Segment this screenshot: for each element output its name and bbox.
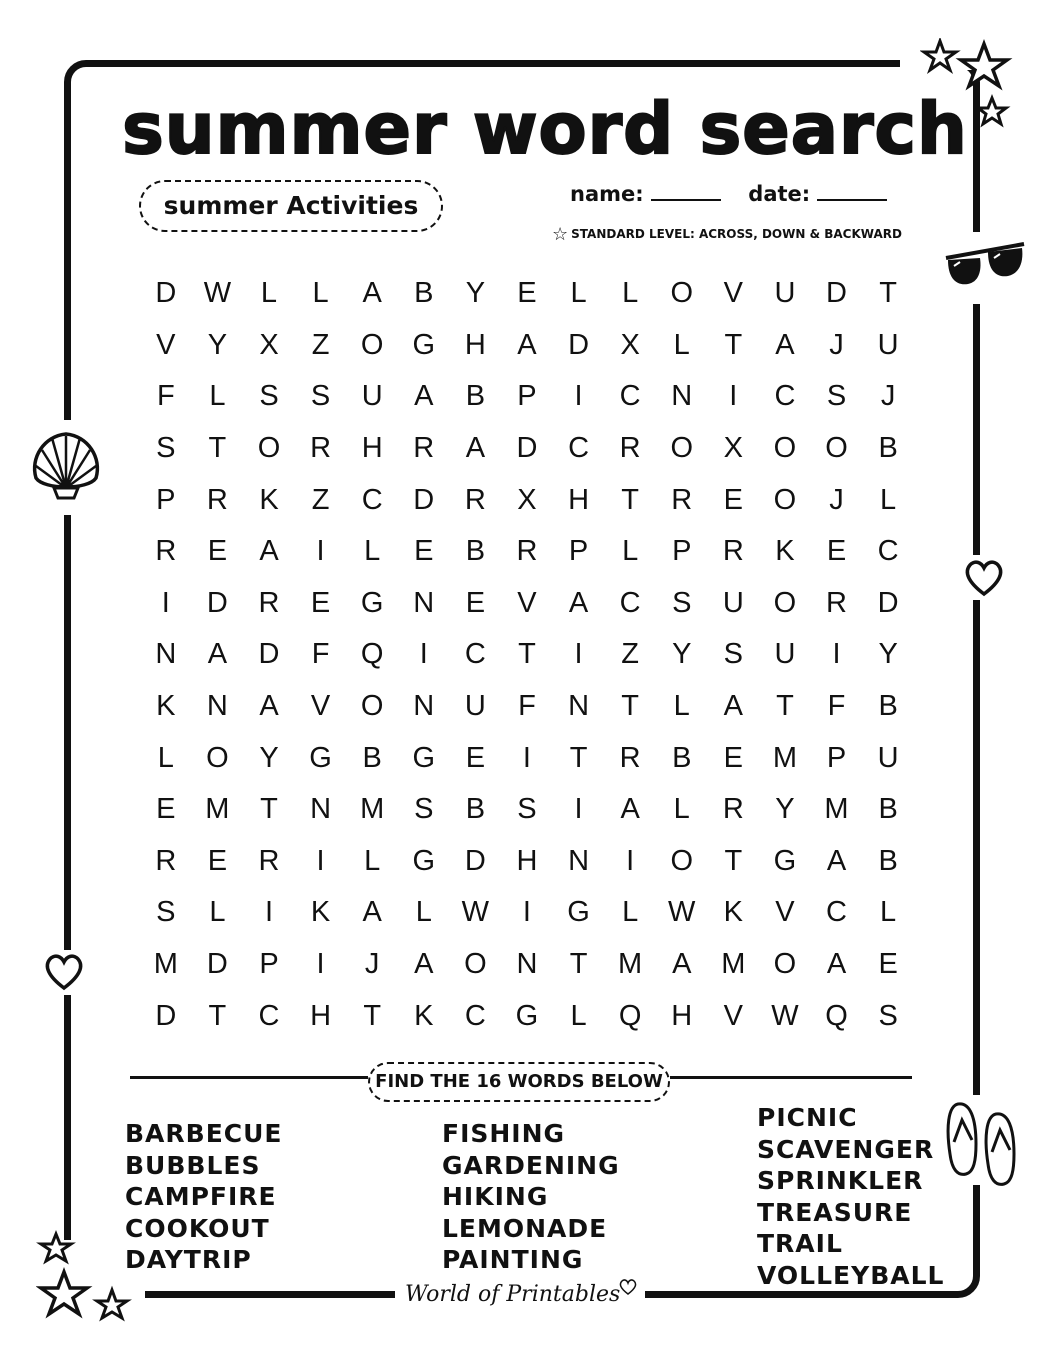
- grid-letter[interactable]: N: [671, 380, 693, 413]
- level-text: STANDARD LEVEL: ACROSS, DOWN & BACKWARD: [571, 227, 902, 241]
- grid-letter[interactable]: B: [878, 793, 898, 826]
- grid-letter[interactable]: I: [264, 896, 274, 929]
- word-list-column-3: [757, 1102, 944, 1291]
- grid-letter[interactable]: N: [516, 948, 538, 981]
- grid-letter[interactable]: C: [877, 535, 899, 568]
- heart-icon: [962, 558, 1006, 598]
- grid-letter[interactable]: L: [880, 896, 897, 929]
- grid-letter[interactable]: Y: [207, 328, 228, 361]
- grid-letter[interactable]: Q: [825, 999, 848, 1032]
- grid-letter[interactable]: H: [568, 483, 590, 516]
- grid-letter[interactable]: G: [412, 741, 436, 774]
- grid-letter[interactable]: M: [618, 948, 643, 981]
- grid-letter[interactable]: R: [464, 483, 486, 516]
- grid-letter[interactable]: S: [517, 793, 537, 826]
- grid-row: [140, 526, 914, 578]
- grid-letter[interactable]: A: [672, 948, 692, 981]
- grid-letter[interactable]: A: [362, 896, 382, 929]
- flip-flops-icon: [944, 1098, 1026, 1190]
- grid-letter[interactable]: D: [826, 277, 847, 310]
- grid-letter[interactable]: E: [207, 844, 228, 877]
- grid-letter[interactable]: T: [518, 638, 536, 671]
- grid-letter[interactable]: R: [258, 586, 280, 619]
- grid-letter[interactable]: N: [413, 586, 435, 619]
- grid-letter[interactable]: L: [570, 277, 587, 310]
- grid-letter[interactable]: G: [360, 586, 384, 619]
- grid-letter[interactable]: S: [310, 380, 331, 413]
- grid-letter[interactable]: G: [515, 999, 539, 1032]
- grid-letter[interactable]: E: [465, 586, 486, 619]
- grid-letter[interactable]: J: [364, 948, 380, 981]
- grid-letter[interactable]: E: [517, 277, 537, 310]
- grid-letter[interactable]: S: [723, 638, 743, 671]
- grid-letter[interactable]: G: [773, 844, 797, 877]
- word-item: TRAIL: [757, 1229, 843, 1258]
- grid-letter[interactable]: C: [619, 586, 641, 619]
- grid-letter[interactable]: A: [207, 638, 228, 671]
- grid-letter[interactable]: U: [877, 741, 899, 774]
- grid-letter[interactable]: R: [413, 432, 435, 465]
- category-badge: summer Activities: [139, 180, 443, 232]
- sunglasses-icon: [942, 238, 1028, 292]
- grid-letter[interactable]: E: [826, 535, 847, 568]
- word-item: BARBECUE: [125, 1119, 283, 1148]
- difficulty-level: [552, 224, 902, 245]
- grid-letter[interactable]: N: [155, 638, 177, 671]
- grid-letter[interactable]: L: [364, 844, 381, 877]
- grid-letter[interactable]: E: [310, 586, 331, 619]
- grid-letter[interactable]: E: [878, 948, 898, 981]
- grid-letter[interactable]: C: [568, 432, 590, 465]
- grid-letter[interactable]: H: [464, 328, 486, 361]
- grid-letter[interactable]: P: [672, 535, 692, 568]
- grid-row: [140, 887, 914, 939]
- grid-letter[interactable]: L: [260, 277, 278, 310]
- grid-letter[interactable]: P: [259, 948, 279, 981]
- grid-letter[interactable]: T: [879, 277, 897, 310]
- grid-letter[interactable]: F: [311, 638, 330, 671]
- grid-letter[interactable]: P: [568, 535, 589, 568]
- grid-letter[interactable]: B: [414, 277, 434, 310]
- grid-letter[interactable]: Z: [311, 483, 330, 516]
- word-item: SCAVENGER: [757, 1134, 935, 1164]
- word-list-column-1: [125, 1118, 283, 1276]
- grid-letter[interactable]: E: [465, 741, 486, 774]
- grid-letter[interactable]: W: [461, 896, 490, 929]
- word-item: GARDENING: [442, 1150, 620, 1180]
- grid-letter[interactable]: R: [310, 432, 332, 465]
- grid-letter[interactable]: O: [773, 948, 797, 981]
- grid-letter[interactable]: O: [670, 844, 694, 877]
- grid-letter[interactable]: F: [156, 380, 175, 413]
- grid-row: [140, 320, 914, 372]
- grid-letter[interactable]: S: [878, 999, 898, 1032]
- grid-row: [140, 629, 914, 681]
- grid-letter[interactable]: L: [622, 535, 639, 568]
- grid-letter[interactable]: S: [672, 586, 692, 619]
- grid-letter[interactable]: I: [161, 586, 170, 619]
- grid-letter[interactable]: I: [574, 380, 583, 413]
- page-title: summer word search: [122, 88, 968, 170]
- seashell-icon: [28, 428, 104, 504]
- grid-letter[interactable]: M: [824, 793, 849, 826]
- grid-letter[interactable]: S: [414, 793, 434, 826]
- heart-icon: [42, 952, 86, 992]
- grid-letter[interactable]: Y: [672, 638, 692, 671]
- grid-letter[interactable]: N: [568, 690, 590, 723]
- grid-letter[interactable]: A: [259, 690, 279, 723]
- grid-letter[interactable]: N: [413, 690, 435, 723]
- grid-letter[interactable]: B: [465, 535, 486, 568]
- grid-letter[interactable]: D: [516, 432, 538, 465]
- grid-letter[interactable]: U: [361, 380, 383, 413]
- grid-letter[interactable]: J: [880, 380, 896, 413]
- grid-letter[interactable]: D: [877, 586, 899, 619]
- grid-letter[interactable]: D: [206, 948, 228, 981]
- grid-letter[interactable]: T: [208, 999, 227, 1032]
- grid-letter[interactable]: O: [360, 328, 384, 361]
- grid-letter[interactable]: I: [419, 638, 428, 671]
- grid-letter[interactable]: L: [364, 535, 381, 568]
- star-icon: ☆: [552, 224, 569, 245]
- grid-letter[interactable]: L: [622, 896, 639, 929]
- grid-letter[interactable]: I: [316, 535, 325, 568]
- grid-letter[interactable]: P: [156, 483, 176, 516]
- word-item: BUBBLES: [125, 1150, 261, 1180]
- grid-letter[interactable]: O: [773, 483, 797, 516]
- grid-letter[interactable]: C: [619, 380, 641, 413]
- grid-letter[interactable]: L: [673, 793, 690, 826]
- grid-letter[interactable]: F: [518, 690, 536, 723]
- grid-letter[interactable]: K: [156, 690, 176, 723]
- grid-letter[interactable]: X: [723, 432, 743, 465]
- grid-letter[interactable]: X: [259, 328, 279, 361]
- grid-letter[interactable]: R: [258, 844, 280, 877]
- grid-letter[interactable]: L: [157, 741, 174, 774]
- star-icon: [920, 38, 1015, 133]
- grid-letter[interactable]: L: [673, 690, 690, 723]
- grid-letter[interactable]: V: [723, 999, 743, 1032]
- grid-letter[interactable]: I: [522, 896, 531, 929]
- grid-row: [140, 474, 914, 526]
- grid-letter[interactable]: C: [464, 638, 486, 671]
- word-item: COOKOUT: [125, 1213, 270, 1243]
- word-item: SPRINKLER: [757, 1166, 924, 1195]
- grid-letter[interactable]: T: [724, 328, 743, 361]
- word-item: PICNIC: [757, 1103, 858, 1132]
- grid-letter[interactable]: W: [771, 999, 799, 1032]
- grid-letter[interactable]: F: [827, 690, 846, 723]
- grid-row: [140, 784, 914, 836]
- grid-letter[interactable]: U: [774, 638, 796, 671]
- grid-letter[interactable]: I: [316, 948, 325, 981]
- grid-letter[interactable]: H: [516, 844, 538, 877]
- grid-letter[interactable]: T: [569, 741, 588, 774]
- grid-letter[interactable]: P: [517, 380, 537, 413]
- grid-letter[interactable]: K: [414, 999, 434, 1032]
- grid-letter[interactable]: O: [360, 690, 384, 723]
- grid-letter[interactable]: A: [775, 328, 795, 361]
- grid-letter[interactable]: V: [775, 896, 795, 929]
- grid-letter[interactable]: M: [721, 948, 746, 981]
- grid-letter[interactable]: O: [773, 586, 797, 619]
- grid-letter[interactable]: A: [465, 432, 486, 465]
- grid-letter[interactable]: N: [310, 793, 332, 826]
- grid-letter[interactable]: O: [825, 432, 848, 465]
- brand-logo: World of Printables: [405, 1282, 621, 1307]
- date-label: date:: [748, 182, 811, 206]
- grid-letter[interactable]: A: [568, 586, 589, 619]
- grid-letter[interactable]: G: [412, 328, 436, 361]
- word-item: HIKING: [442, 1182, 549, 1211]
- grid-letter[interactable]: L: [880, 483, 897, 516]
- word-list-column-2: [442, 1118, 620, 1276]
- grid-letter[interactable]: A: [517, 328, 537, 361]
- grid-letter[interactable]: G: [309, 741, 332, 774]
- name-date-fields: [570, 182, 907, 206]
- find-words-label: FIND THE 16 WORDS BELOW: [368, 1062, 670, 1102]
- star-icon: [36, 1228, 136, 1328]
- word-item: DAYTRIP: [125, 1245, 252, 1274]
- grid-letter[interactable]: O: [257, 432, 281, 465]
- grid-row: [140, 423, 914, 475]
- grid-letter[interactable]: W: [203, 277, 232, 310]
- grid-letter[interactable]: T: [363, 999, 382, 1032]
- letter-grid: [140, 268, 914, 1042]
- grid-letter[interactable]: C: [361, 483, 383, 516]
- grid-letter[interactable]: L: [209, 380, 226, 413]
- grid-letter[interactable]: C: [464, 999, 486, 1032]
- grid-letter[interactable]: D: [206, 586, 228, 619]
- grid-letter[interactable]: R: [619, 432, 641, 465]
- grid-row: [140, 939, 914, 991]
- grid-letter[interactable]: O: [206, 741, 229, 774]
- grid-letter[interactable]: M: [772, 741, 797, 774]
- grid-letter[interactable]: E: [723, 741, 743, 774]
- grid-letter[interactable]: R: [206, 483, 228, 516]
- grid-letter[interactable]: Y: [259, 741, 279, 774]
- grid-letter[interactable]: A: [826, 948, 847, 981]
- grid-letter[interactable]: A: [414, 948, 434, 981]
- grid-row: [140, 268, 914, 320]
- name-label: name:: [570, 182, 644, 206]
- word-item: PAINTING: [442, 1245, 584, 1274]
- grid-letter[interactable]: E: [156, 793, 176, 826]
- grid-letter[interactable]: U: [877, 328, 899, 361]
- grid-letter[interactable]: L: [312, 277, 329, 310]
- date-blank[interactable]: [817, 185, 887, 201]
- grid-letter[interactable]: L: [622, 277, 639, 310]
- grid-letter[interactable]: I: [316, 844, 325, 877]
- grid-letter[interactable]: I: [574, 638, 583, 671]
- grid-letter[interactable]: I: [574, 793, 583, 826]
- grid-letter[interactable]: T: [260, 793, 278, 826]
- grid-letter[interactable]: L: [570, 999, 587, 1032]
- grid-letter[interactable]: A: [826, 844, 847, 877]
- grid-letter[interactable]: U: [774, 277, 796, 310]
- grid-letter[interactable]: A: [723, 690, 743, 723]
- grid-letter[interactable]: A: [362, 277, 382, 310]
- grid-letter[interactable]: T: [621, 690, 639, 723]
- grid-letter[interactable]: S: [826, 380, 847, 413]
- word-item: CAMPFIRE: [125, 1182, 277, 1211]
- grid-letter[interactable]: O: [670, 277, 694, 310]
- grid-letter[interactable]: I: [832, 638, 841, 671]
- grid-letter[interactable]: A: [414, 380, 434, 413]
- grid-letter[interactable]: R: [722, 793, 744, 826]
- grid-row: [140, 681, 914, 733]
- grid-letter[interactable]: R: [722, 535, 744, 568]
- grid-letter[interactable]: T: [569, 948, 588, 981]
- grid-letter[interactable]: K: [310, 896, 331, 929]
- grid-letter[interactable]: T: [724, 844, 743, 877]
- grid-letter[interactable]: I: [626, 844, 635, 877]
- grid-letter[interactable]: T: [621, 483, 639, 516]
- grid-letter[interactable]: R: [671, 483, 693, 516]
- grid-letter[interactable]: L: [673, 328, 690, 361]
- grid-letter[interactable]: Q: [618, 999, 642, 1032]
- grid-letter[interactable]: V: [723, 277, 743, 310]
- grid-letter[interactable]: Z: [621, 638, 639, 671]
- grid-letter[interactable]: L: [415, 896, 432, 929]
- grid-letter[interactable]: K: [775, 535, 795, 568]
- grid-letter[interactable]: M: [360, 793, 385, 826]
- grid-letter[interactable]: Z: [311, 328, 330, 361]
- grid-letter[interactable]: B: [672, 741, 692, 774]
- grid-letter[interactable]: P: [826, 741, 847, 774]
- grid-letter[interactable]: H: [671, 999, 693, 1032]
- grid-letter[interactable]: R: [826, 586, 847, 619]
- grid-letter[interactable]: S: [156, 896, 176, 929]
- grid-letter[interactable]: A: [259, 535, 279, 568]
- grid-letter[interactable]: A: [620, 793, 640, 826]
- grid-letter[interactable]: C: [774, 380, 796, 413]
- grid-letter[interactable]: G: [412, 844, 436, 877]
- grid-letter[interactable]: V: [156, 328, 176, 361]
- grid-letter[interactable]: R: [516, 535, 538, 568]
- grid-row: [140, 578, 914, 630]
- grid-letter[interactable]: N: [568, 844, 590, 877]
- grid-letter[interactable]: J: [829, 328, 844, 361]
- grid-letter[interactable]: C: [826, 896, 847, 929]
- grid-letter[interactable]: W: [668, 896, 696, 929]
- grid-letter[interactable]: C: [258, 999, 280, 1032]
- grid-letter[interactable]: E: [207, 535, 228, 568]
- grid-letter[interactable]: R: [155, 844, 177, 877]
- word-item: TREASURE: [757, 1197, 913, 1227]
- grid-letter[interactable]: B: [362, 741, 382, 774]
- grid-letter[interactable]: K: [259, 483, 279, 516]
- grid-letter[interactable]: Y: [775, 793, 795, 826]
- grid-letter[interactable]: D: [464, 844, 486, 877]
- grid-letter[interactable]: T: [776, 690, 794, 723]
- grid-letter[interactable]: H: [361, 432, 383, 465]
- grid-letter[interactable]: D: [258, 638, 280, 671]
- grid-letter[interactable]: B: [878, 844, 898, 877]
- grid-row: [140, 732, 914, 784]
- grid-letter[interactable]: D: [413, 483, 435, 516]
- name-blank[interactable]: [651, 185, 721, 201]
- grid-letter[interactable]: X: [620, 328, 640, 361]
- grid-letter[interactable]: V: [517, 586, 537, 619]
- grid-letter[interactable]: I: [522, 741, 531, 774]
- grid-letter[interactable]: L: [209, 896, 226, 929]
- word-item: LEMONADE: [442, 1213, 608, 1243]
- grid-letter[interactable]: N: [206, 690, 228, 723]
- grid-letter[interactable]: O: [670, 432, 694, 465]
- grid-letter[interactable]: E: [414, 535, 434, 568]
- word-item: VOLLEYBALL: [757, 1260, 945, 1290]
- grid-letter[interactable]: J: [829, 483, 844, 516]
- grid-letter[interactable]: U: [464, 690, 486, 723]
- grid-letter[interactable]: M: [205, 793, 230, 826]
- grid-letter[interactable]: Y: [878, 638, 898, 671]
- grid-letter[interactable]: I: [729, 380, 738, 413]
- grid-letter[interactable]: D: [568, 328, 590, 361]
- grid-letter[interactable]: R: [155, 535, 177, 568]
- heart-icon: [618, 1278, 638, 1296]
- grid-letter[interactable]: G: [567, 896, 590, 929]
- grid-letter[interactable]: S: [156, 432, 176, 465]
- grid-letter[interactable]: K: [723, 896, 743, 929]
- grid-letter[interactable]: V: [310, 690, 331, 723]
- grid-letter[interactable]: S: [259, 380, 279, 413]
- grid-row: [140, 371, 914, 423]
- grid-letter[interactable]: X: [517, 483, 537, 516]
- grid-row: [140, 990, 914, 1042]
- grid-letter[interactable]: R: [619, 741, 641, 774]
- grid-letter[interactable]: T: [208, 432, 227, 465]
- grid-letter[interactable]: D: [155, 277, 177, 310]
- grid-letter[interactable]: H: [310, 999, 332, 1032]
- divider-line: [670, 1076, 912, 1079]
- grid-letter[interactable]: B: [878, 690, 898, 723]
- grid-row: [140, 836, 914, 888]
- divider-line: [130, 1076, 368, 1079]
- grid-letter[interactable]: B: [878, 432, 898, 465]
- grid-letter[interactable]: Y: [465, 277, 486, 310]
- grid-letter[interactable]: D: [155, 999, 177, 1032]
- word-item: FISHING: [442, 1119, 566, 1148]
- grid-letter[interactable]: B: [465, 793, 486, 826]
- grid-letter[interactable]: E: [723, 483, 743, 516]
- grid-letter[interactable]: M: [153, 948, 178, 981]
- grid-letter[interactable]: Q: [360, 638, 384, 671]
- grid-letter[interactable]: O: [773, 432, 797, 465]
- grid-letter[interactable]: U: [722, 586, 744, 619]
- grid-letter[interactable]: O: [464, 948, 487, 981]
- grid-letter[interactable]: B: [465, 380, 486, 413]
